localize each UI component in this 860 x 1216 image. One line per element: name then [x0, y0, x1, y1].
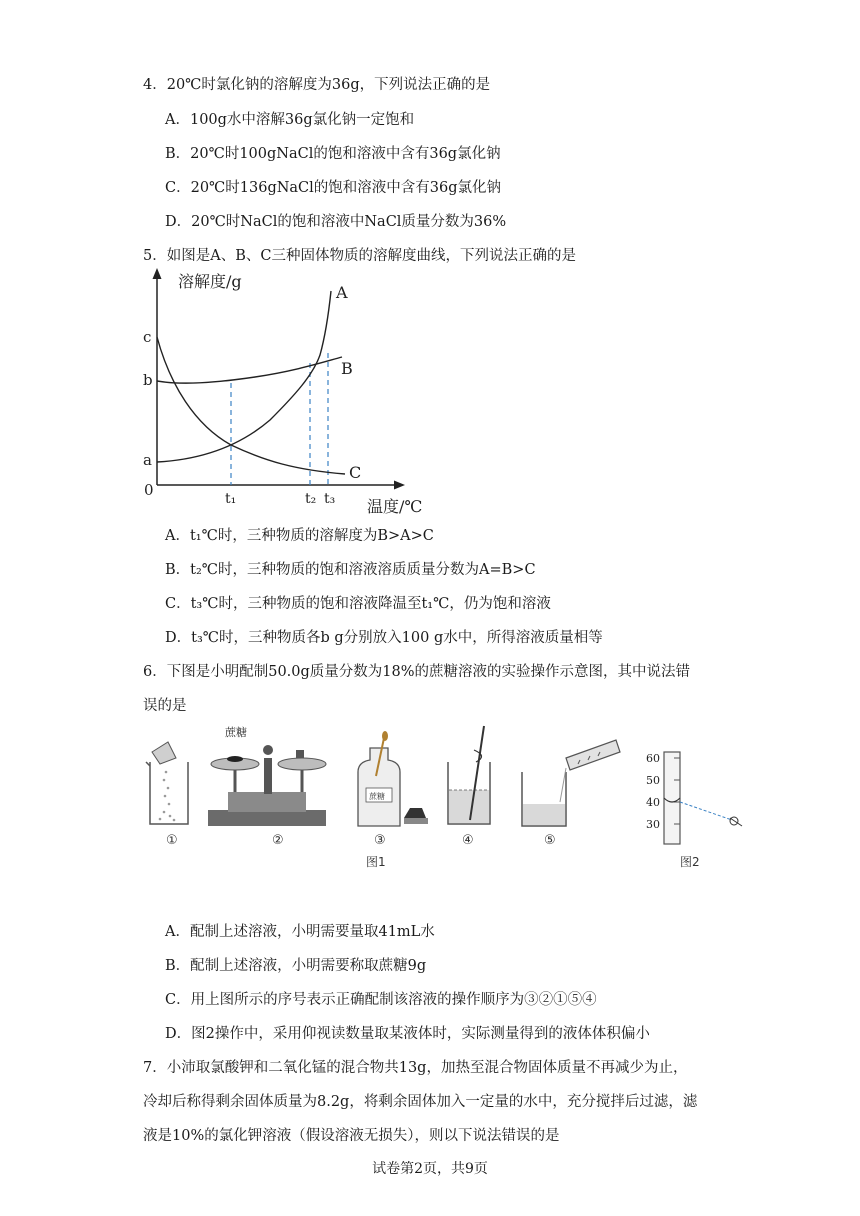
step5-pour-water	[522, 740, 620, 826]
step-label-3: ③	[374, 833, 386, 848]
step1-pour-sugar	[146, 742, 188, 824]
origin-label: 0	[144, 481, 154, 499]
q4-stem: 4．20℃时氯化钠的溶解度为36g，下列说法正确的是	[143, 77, 491, 93]
cyl-tick-30: 30	[646, 818, 660, 831]
x-axis-label: 温度/℃	[367, 497, 423, 516]
curve-c	[157, 337, 345, 474]
page-footer: 试卷第2页，共9页	[372, 1161, 488, 1177]
step2-balance	[208, 725, 326, 826]
q5-option-d: D．t₃℃时，三种物质各b g分别放入100 g水中，所得溶液质量相等	[165, 630, 603, 646]
curve-label-b: B	[341, 359, 353, 378]
q7-line2: 冷却后称得剩余固体质量为8.2g，将剩余固体加入一定量的水中，充分搅拌后过滤，滤	[143, 1094, 698, 1110]
q6-stem-line1: 6．下图是小明配制50.0g质量分数为18%的蔗糖溶液的实验操作示意图，其中说法错	[143, 664, 691, 680]
q4-option-d: D．20℃时NaCl的饱和溶液中NaCl质量分数为36%	[165, 214, 507, 230]
q5-stem: 5．如图是A、B、C三种固体物质的溶解度曲线，下列说法正确的是	[143, 248, 576, 264]
q6-option-a: A．配制上述溶液，小明需要量取41mL水	[165, 924, 435, 940]
solution-prep-figure	[140, 722, 760, 872]
solubility-graph	[135, 265, 445, 520]
q6-option-d: D．图2操作中，采用仰视读数量取某液体时，实际测量得到的液体体积偏小	[165, 1026, 650, 1042]
y-axis-label: 溶解度/g	[178, 272, 242, 291]
fig1-caption: 图1	[366, 855, 386, 869]
x-tick-t1: t₁	[225, 491, 237, 507]
q7-line1: 7．小沛取氯酸钾和二氧化锰的混合物共13g，加热至混合物固体质量不再减少为止，	[143, 1060, 688, 1076]
y-tick-b: b	[143, 371, 153, 389]
curve-b	[157, 357, 342, 383]
x-tick-t2: t₂	[305, 491, 317, 507]
cyl-tick-50: 50	[646, 774, 660, 787]
q4-option-c: C．20℃时136gNaCl的饱和溶液中含有36g氯化钠	[165, 180, 502, 196]
y-axis-arrow	[153, 268, 162, 279]
curve-a	[157, 291, 331, 462]
sugar-label: 蔗糖	[225, 726, 247, 739]
x-axis-arrow	[394, 481, 405, 490]
q6-option-c: C．用上图所示的序号表示正确配制该溶液的操作顺序为③②①⑤④	[165, 992, 597, 1008]
step4-stir	[448, 726, 490, 824]
step-label-1: ①	[166, 833, 178, 848]
cyl-tick-40: 40	[646, 796, 660, 809]
q6-option-b: B．配制上述溶液，小明需要称取蔗糖9g	[165, 958, 427, 974]
q5-option-c: C．t₃℃时，三种物质的饱和溶液降温至t₁℃，仍为饱和溶液	[165, 596, 551, 612]
curve-label-a: A	[336, 283, 348, 302]
q5-option-a: A．t₁℃时，三种物质的溶解度为B>A>C	[165, 528, 434, 544]
step-label-5: ⑤	[544, 833, 556, 848]
step-label-4: ④	[462, 833, 474, 848]
step3-reagent-bottle	[358, 731, 428, 826]
curve-label-c: C	[349, 463, 362, 482]
q4-option-b: B．20℃时100gNaCl的饱和溶液中含有36g氯化钠	[165, 146, 501, 162]
y-tick-a: a	[143, 451, 152, 469]
step-label-2: ②	[272, 833, 284, 848]
x-tick-t3: t₃	[324, 491, 336, 507]
bottle-label: 蔗糖	[369, 792, 385, 801]
q5-option-b: B．t₂℃时，三种物质的饱和溶液溶质质量分数为A=B>C	[165, 562, 536, 578]
fig2-caption: 图2	[680, 855, 700, 869]
q6-stem-line2: 误的是	[143, 698, 187, 714]
fig2-cylinder	[646, 752, 742, 844]
q7-line3: 液是10%的氯化钾溶液（假设溶液无损失），则以下说法错误的是	[143, 1128, 560, 1144]
cyl-tick-60: 60	[646, 752, 660, 765]
q4-option-a: A．100g水中溶解36g氯化钠一定饱和	[165, 112, 415, 128]
y-tick-c: c	[143, 328, 152, 346]
